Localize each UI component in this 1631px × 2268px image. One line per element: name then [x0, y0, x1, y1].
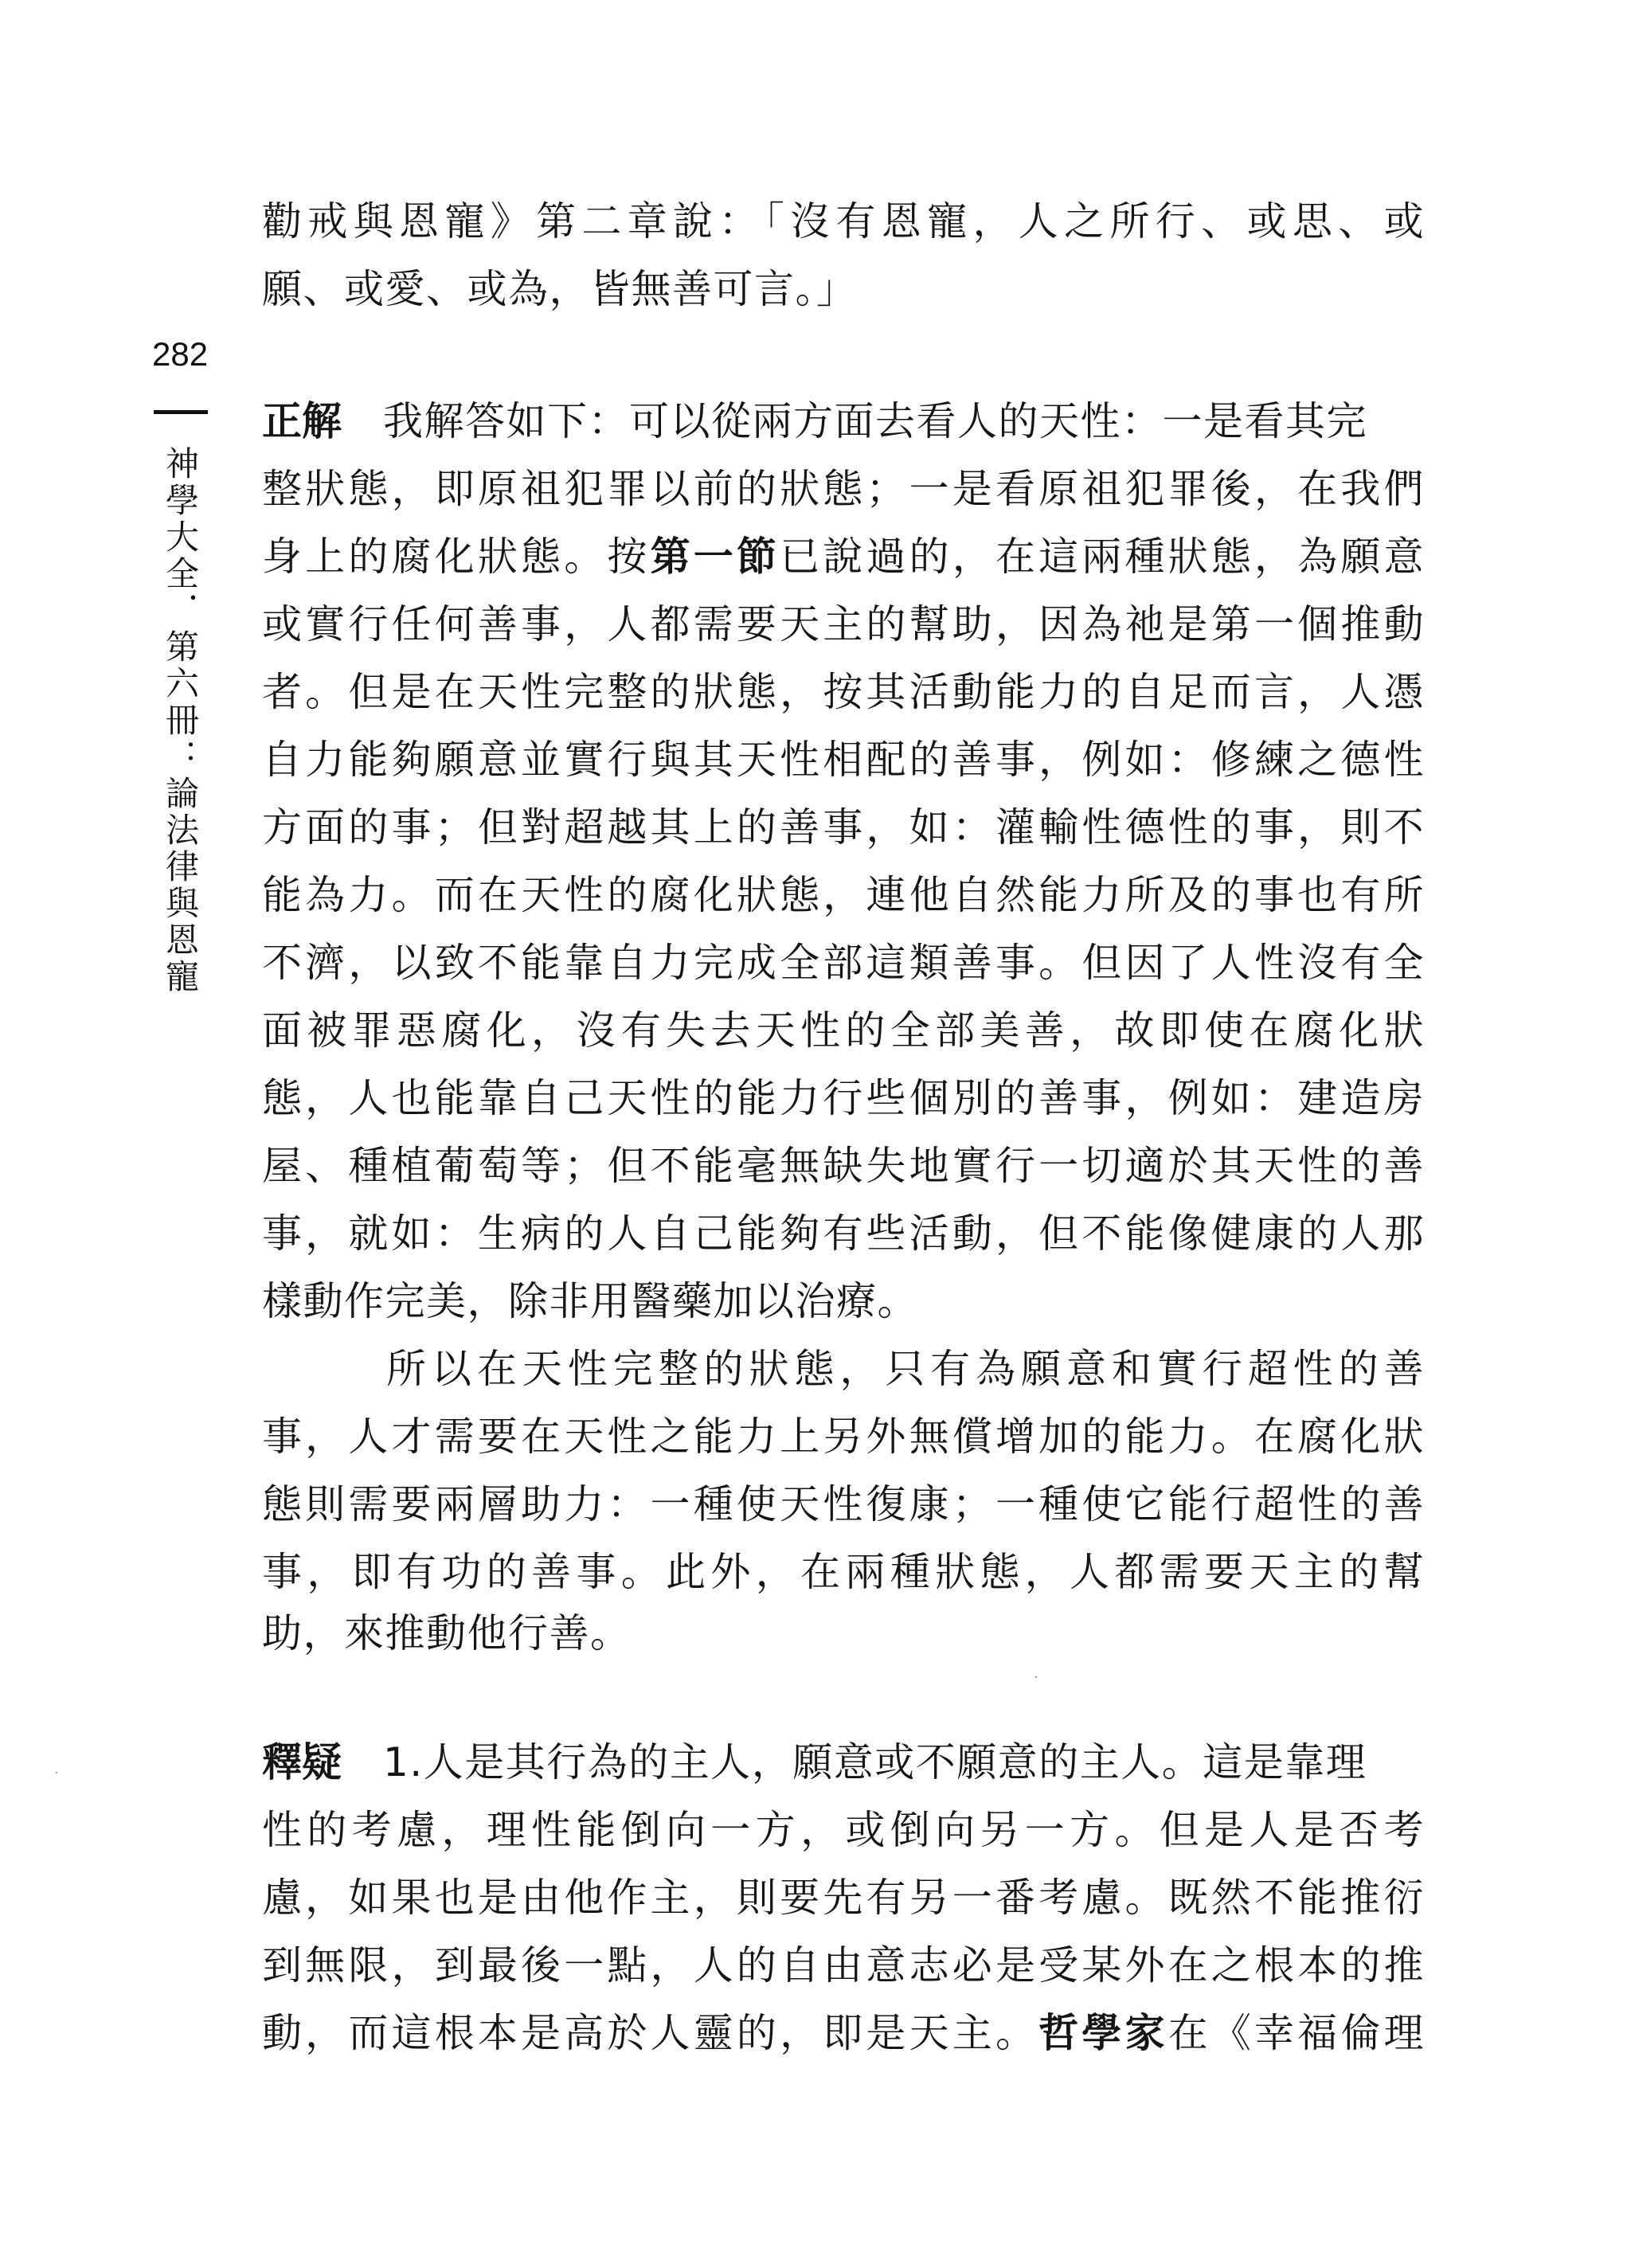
text-line: 態則需要兩層助力：一種使天性復康；一種使它能行超性的善 — [262, 1481, 1425, 1527]
text-line: 不濟，以致不能靠自力完成全部這類善事。但因了人性沒有全 — [262, 940, 1425, 986]
text-line: 到無限，到最後一點，人的自由意志必是受某外在之根本的推 — [262, 1942, 1425, 1988]
text-segment: 身上的腐化狀態。按 — [262, 534, 651, 580]
answer-first-text: 我解答如下：可以從兩方面去看人的天性：一是看其完 — [383, 398, 1367, 444]
text-segment: 在《幸福倫理 — [1168, 2010, 1426, 2056]
text-line: 慮，如果也是由他作主，則要先有另一番考慮。既然不能推衍 — [262, 1875, 1425, 1921]
answer-first-line — [262, 398, 1425, 468]
text-line: 助，來推動他行善。 — [262, 1610, 632, 1656]
reply-first-text: 1.人是其行為的主人，願意或不願意的主人。這是靠理 — [383, 1739, 1367, 1785]
text-line: 屋、種植葡萄等；但不能毫無缺失地實行一切適於其天性的善 — [262, 1143, 1425, 1189]
cross-reference: 第一節 — [650, 534, 780, 580]
answer-label: 正解 — [262, 398, 342, 444]
running-head: 神學大全．第六冊：論法律與恩寵 — [161, 446, 200, 995]
philosopher-reference: 哲學家 — [1038, 2010, 1168, 2056]
text-line: 事，就如：生病的人自己能夠有些活動，但不能像健康的人那 — [262, 1210, 1425, 1257]
reply-label: 釋疑 — [262, 1739, 342, 1785]
text-line: 面被罪惡腐化，沒有失去天性的全部美善，故即使在腐化狀 — [262, 1007, 1425, 1054]
text-line: 態，人也能靠自己天性的能力行些個別的善事，例如：建造房 — [262, 1075, 1425, 1121]
paragraph-first-line: 所以在天性完整的狀態，只有為願意和實行超性的善 — [386, 1346, 1425, 1392]
text-segment: 動，而這根本是高於人靈的，即是天主。 — [262, 2010, 1039, 2056]
text-line: 自力能夠願意並實行與其天性相配的善事，例如：修練之德性 — [262, 737, 1425, 783]
text-line — [262, 536, 1425, 604]
text-line: 勸戒與恩寵》第二章說：「沒有恩寵，人之所行、或思、或 — [262, 198, 1425, 244]
margin-rule — [154, 410, 208, 414]
text-line: 方面的事；但對超越其上的善事，如：灌輸性德性的事，則不 — [262, 804, 1425, 850]
scan-speck — [1035, 1676, 1037, 1678]
text-line: 能為力。而在天性的腐化狀態，連他自然能力所及的事也有所 — [262, 872, 1425, 918]
text-line: 者。但是在天性完整的狀態，按其活動能力的自足而言，人憑 — [262, 669, 1425, 715]
text-line: 事，即有功的善事。此外，在兩種狀態，人都需要天主的幫 — [262, 1549, 1425, 1595]
text-line: 事，人才需要在天性之能力上另外無償增加的能力。在腐化狀 — [262, 1414, 1425, 1460]
text-line: 性的考慮，理性能倒向一方，或倒向另一方。但是人是否考 — [262, 1807, 1425, 1853]
text-line: 樣動作完美，除非用醫藥加以治療。 — [262, 1278, 918, 1324]
text-line: 願、或愛、或為，皆無善可言。」 — [262, 266, 858, 312]
text-line: 整狀態，即原祖犯罪以前的狀態；一是看原祖犯罪後，在我們 — [262, 466, 1425, 512]
text-segment: 已說過的，在這兩種狀態，為願意 — [780, 534, 1426, 580]
reply-first-line — [262, 1739, 1425, 1809]
scan-speck — [56, 1772, 57, 1773]
text-line — [262, 2012, 1425, 2080]
text-line: 或實行任何善事，人都需要天主的幫助，因為祂是第一個推動 — [262, 601, 1425, 647]
page-number: 282 — [152, 335, 209, 373]
